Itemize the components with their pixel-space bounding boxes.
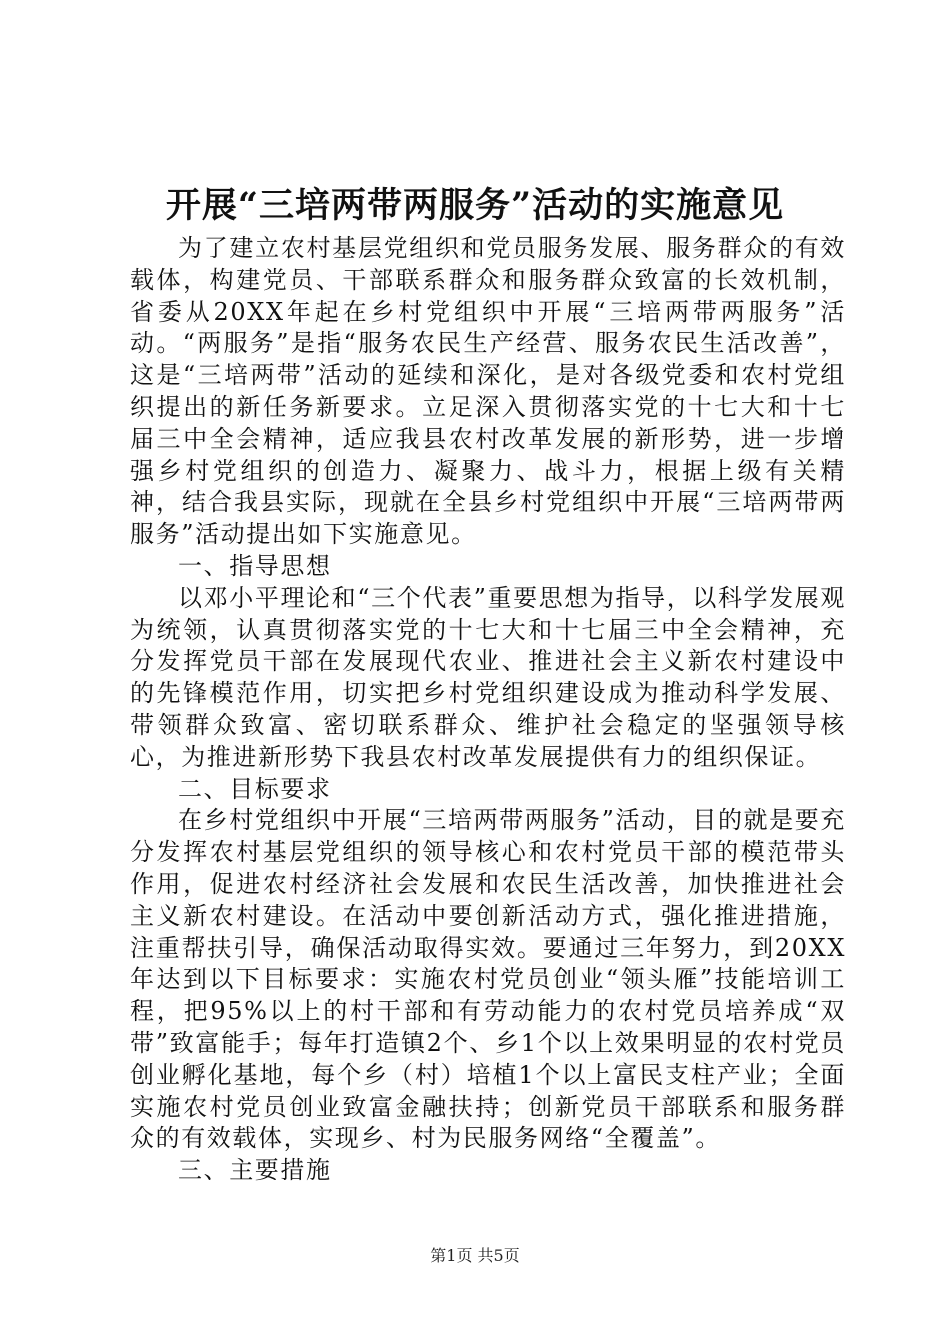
section-body-objectives: 在乡村党组织中开展“三培两带两服务”活动，目的就是要充分发挥农村基层党组织的领导核心和农村党员干部的模范带头作用，促进农村经济社会发展和农民生活改善，加快推进社会主义新农村建设。在活动中要创新活动方式，强化推进措施，注重帮扶引导，确保活动取得实效。要通过三年努力，到20XX年达到以下目标要求：实施农村党员创业“领头雁”技能培训工程，把95%以上的村干部和有劳动能力的农村党员培养成“双带”致富能手；每年打造镇2个、乡1个以上效果明显的农村党员创业孵化基地，每个乡（村）培植1个以上富民支柱产业；全面实施农村党员创业致富金融扶持；创新党员干部联系和服务群众的有效载体，实现乡、村为民服务网络“全覆盖”。 [130,806,846,1153]
document-title: 开展“三培两带两服务”活动的实施意见 [165,185,785,226]
document-body [130,233,846,1187]
section-body-guiding-ideology: 以邓小平理论和“三个代表”重要思想为指导，以科学发展观为统领，认真贯彻落实党的十七大和十七届三中全会精神，充分发挥党员干部在发展现代农业、推进社会主义新农村建设中的先锋模范作用，切实把乡村党组织建设成为推动科学发展、带领群众致富、密切联系群众、维护社会稳定的坚强领导核心，为推进新形势下我县农村改革发展提供有力的组织保证。 [130,583,846,771]
section-heading-main-measures: 三、主要措施 [178,1156,332,1185]
intro-paragraph: 为了建立农村基层党组织和党员服务发展、服务群众的有效载体，构建党员、干部联系群众和服务群众致富的长效机制，省委从20XX年起在乡村党组织中开展“三培两带两服务”活动。“两服务”是指“服务农民生产经营、服务农民生活改善”，这是“三培两带”活动的延续和深化，是对各级党委和农村党组织提出的新任务新要求。立足深入贯彻落实党的十七大和十七届三中全会精神，适应我县农村改革发展的新形势，进一步增强乡村党组织的创造力、凝聚力、战斗力，根据上级有关精神，结合我县实际，现就在全县乡村党组织中开展“三培两带两服务”活动提出如下实施意见。 [130,234,846,549]
page-number-footer: 第1页 共5页 [430,1246,520,1265]
section-heading-objectives: 二、目标要求 [178,774,332,803]
section-heading-guiding-ideology: 一、指导思想 [178,551,332,580]
